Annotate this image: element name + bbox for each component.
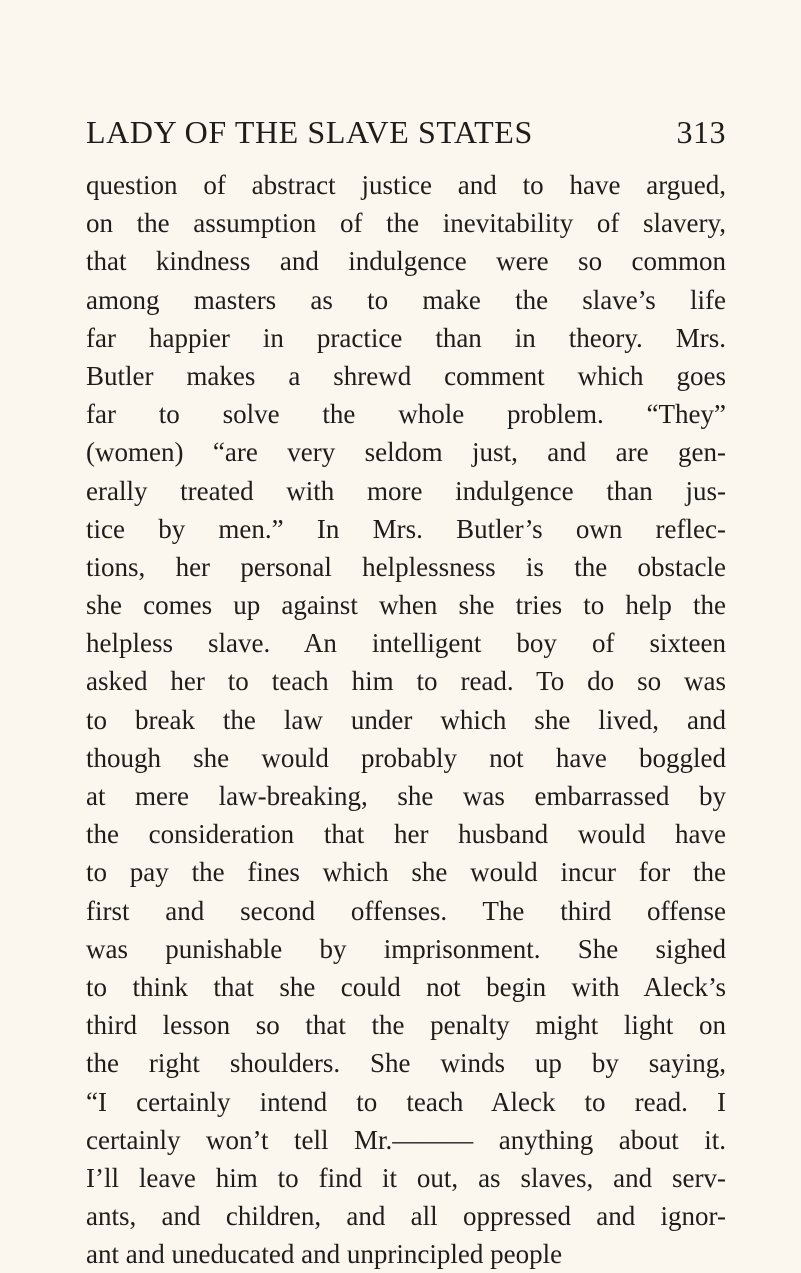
text-line: far to solve the whole problem. “They”: [86, 399, 726, 430]
text-line: asked her to teach him to read. To do so was: [86, 666, 726, 697]
text-line: ants, and children, and all oppressed and ignor-: [86, 1201, 726, 1232]
text-line: certainly won’t tell Mr.——— anything about it.: [86, 1124, 726, 1155]
page-number: 313: [676, 114, 726, 150]
text-line: question of abstract justice and to have argued,: [86, 170, 726, 200]
text-line: to break the law under which she lived, and: [86, 704, 726, 735]
text-line: (women) “are very seldom just, and are gen-: [86, 437, 726, 468]
text-line: “I certainly intend to teach Aleck to read. I: [86, 1086, 726, 1117]
text-line: tice by men.” In Mrs. Butler’s own reflec-: [86, 513, 726, 544]
text-line: on the assumption of the inevitability of slavery,: [86, 208, 726, 239]
text-line: tions, her personal helplessness is the obstacle: [86, 551, 726, 582]
body-text: [86, 166, 726, 1273]
text-line: erally treated with more indulgence than jus-: [86, 475, 726, 506]
text-line: though she would probably not have boggled: [86, 742, 726, 773]
running-head: LADY OF THE SLAVE STATES: [86, 114, 533, 150]
text-line: to think that she could not begin with Aleck’s: [86, 971, 726, 1002]
text-line: at mere law-breaking, she was embarrassed by: [86, 781, 726, 811]
text-line: ant and uneducated and unprincipled people: [86, 1239, 563, 1270]
page-header: [86, 114, 726, 154]
text-line: I’ll leave him to find it out, as slaves, and serv-: [86, 1162, 726, 1193]
text-line: that kindness and indulgence were so common: [86, 246, 726, 277]
text-line: to pay the fines which she would incur for the: [86, 857, 726, 888]
text-line: first and second offenses. The third offense: [86, 895, 726, 926]
text-line: helpless slave. An intelligent boy of sixteen: [86, 628, 726, 659]
text-line: far happier in practice than in theory. Mrs.: [86, 322, 726, 353]
text-line: third lesson so that the penalty might light on: [86, 1010, 726, 1041]
text-line: was punishable by imprisonment. She sighed: [86, 933, 726, 964]
text-line: the consideration that her husband would have: [86, 819, 726, 850]
text-line: the right shoulders. She winds up by saying,: [86, 1048, 726, 1079]
text-line: among masters as to make the slave’s life: [86, 284, 726, 315]
text-line: she comes up against when she tries to help the: [86, 590, 726, 621]
text-line: Butler makes a shrewd comment which goes: [86, 360, 726, 391]
